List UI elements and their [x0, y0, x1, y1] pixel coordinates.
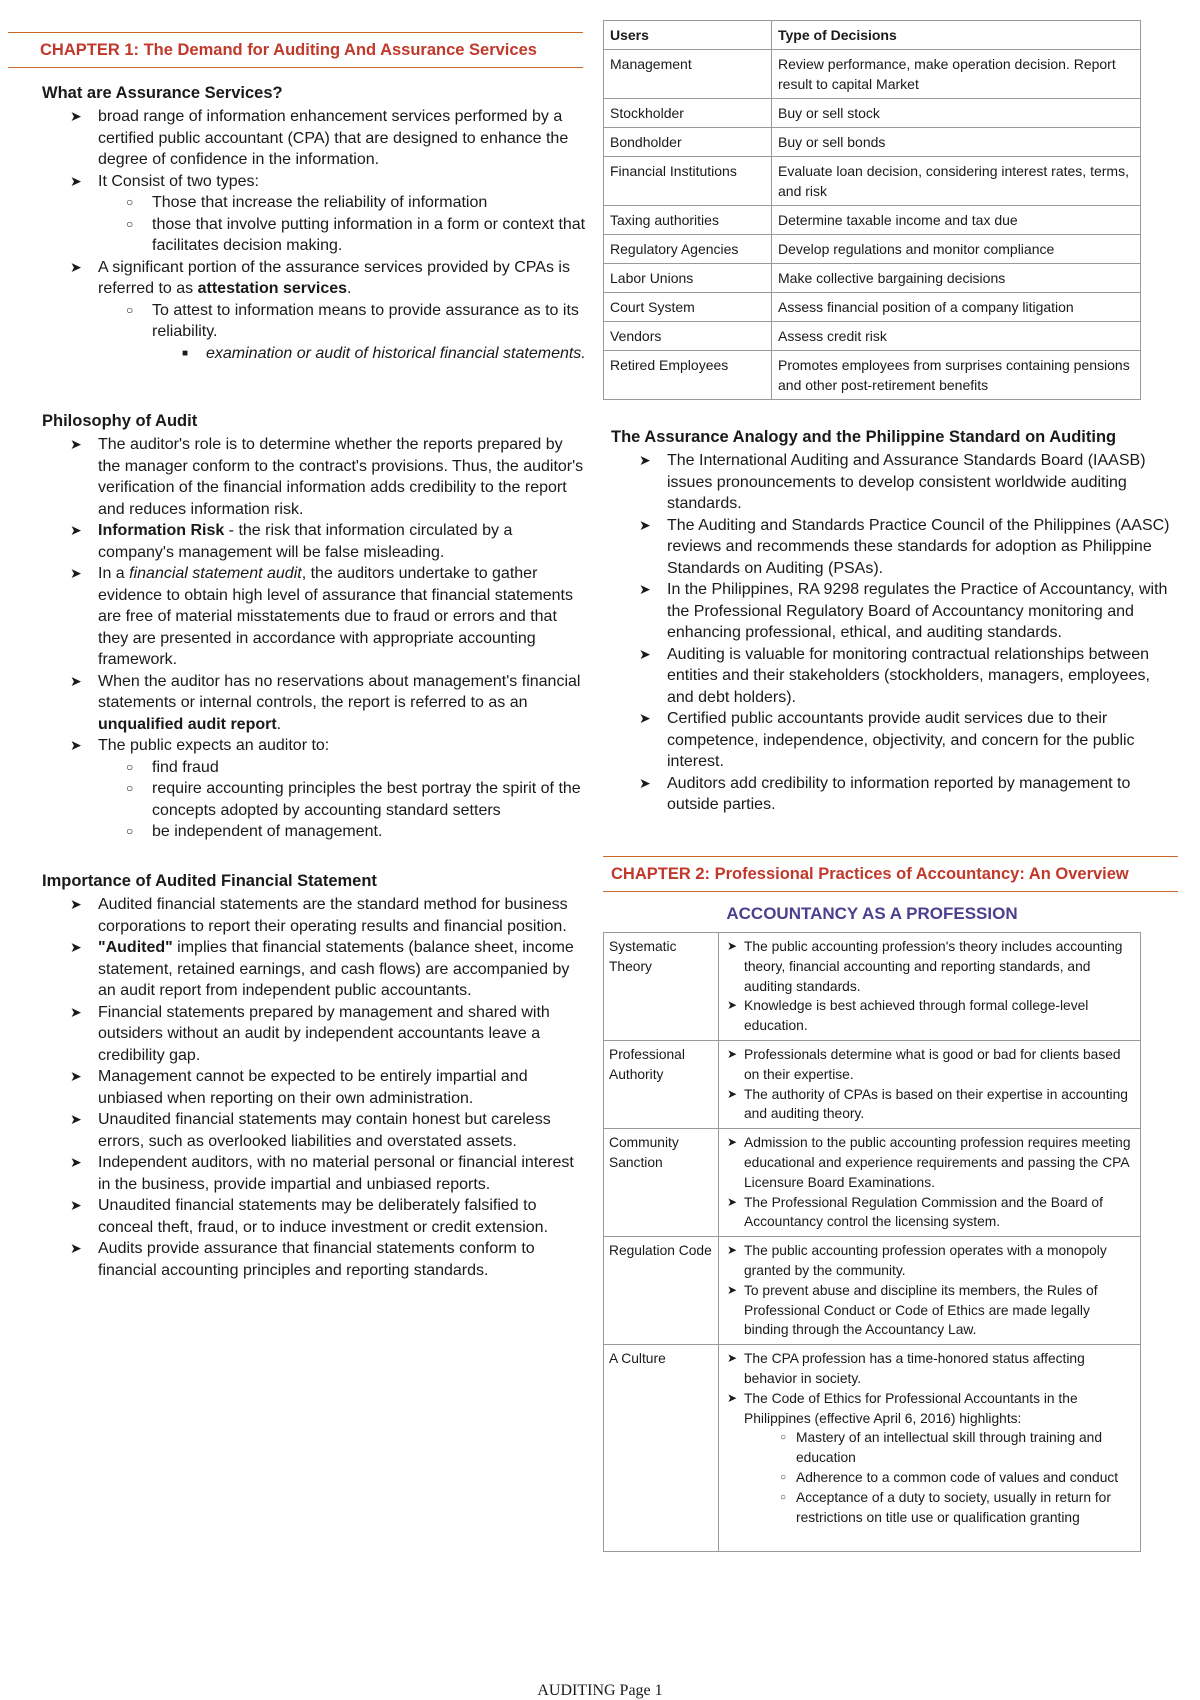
philosophy-list	[42, 434, 587, 843]
arrow-bullet-icon: ➤	[70, 1240, 82, 1256]
table-cell: Bondholder	[604, 128, 772, 157]
table-row	[604, 933, 1141, 1041]
arrow-bullet-icon: ➤	[70, 939, 82, 955]
arrow-bullet-icon: ➤	[727, 998, 738, 1013]
table-cell: Stockholder	[604, 99, 772, 128]
circle-bullet-icon: ○	[126, 824, 134, 838]
profession-key: Community Sanction	[604, 1129, 719, 1237]
list-item: ➤ Auditors add credibility to information reported by management to outside parties.	[639, 774, 1131, 813]
table-row	[604, 322, 1141, 351]
list-item: ➤ "Audited" implies that financial statements (balance sheet, income statement, retained earnings, and cash flows) are accompanied by an audit report from independent public accountants.	[70, 939, 574, 999]
table-row	[604, 293, 1141, 322]
list-item: ■ examination or audit of historical financial statements.	[42, 343, 587, 365]
table-row	[604, 351, 1141, 400]
arrow-bullet-icon: ➤	[639, 774, 651, 791]
profession-title: ACCOUNTANCY AS A PROFESSION	[726, 904, 1018, 923]
list-item: ➤ Unaudited financial statements may contain honest but careless errors, such as overlooked liabilities and overstated assets.	[70, 1111, 551, 1150]
table-cell: Review performance, make operation decision. Report result to capital Market	[772, 50, 1141, 99]
table-cell: Make collective bargaining decisions	[772, 264, 1141, 293]
arrow-bullet-icon: ➤	[727, 1194, 738, 1209]
list-item: ➤ Knowledge is best achieved through formal college-level education.	[727, 998, 1089, 1034]
analogy-list	[611, 450, 1177, 816]
arrow-bullet-icon: ➤	[727, 1135, 738, 1150]
table-header-row	[604, 21, 1141, 50]
page-footer: AUDITING Page 1	[537, 1682, 663, 1699]
profession-key: Professional Authority	[604, 1040, 719, 1128]
table-row	[604, 128, 1141, 157]
philosophy-title: Philosophy of Audit	[42, 412, 198, 430]
list-item: ➤ Information Risk - the risk that information circulated by a company's management will be false misleading.	[70, 522, 513, 561]
list-item: ➤ The Code of Ethics for Professional Accountants in the Philippines (effective April 6, 2016) highlights:	[727, 1390, 1078, 1426]
list-item: ○ Mastery of an intellectual skill through training and education	[780, 1430, 1102, 1466]
table-cell: Develop regulations and monitor compliance	[772, 235, 1141, 264]
list-item: ➤ The public expects an auditor to:	[42, 735, 587, 757]
table-cell: Buy or sell stock	[772, 99, 1141, 128]
circle-bullet-icon: ○	[126, 759, 134, 774]
table-header-decisions: Type of Decisions	[772, 21, 1141, 50]
arrow-bullet-icon: ➤	[727, 1086, 738, 1101]
table-row	[604, 99, 1141, 128]
list-item: ➤ Professionals determine what is good or bad for clients based on their expertise.	[727, 1046, 1121, 1082]
list-item: ➤ Certified public accountants provide audit services due to their competence, independence, objectivity, and concern for the public interest.	[639, 710, 1135, 770]
arrow-bullet-icon: ➤	[70, 172, 82, 189]
list-item: ➤ The auditor's role is to determine whether the reports prepared by the manager conform to the contract's provisions. Thus, the auditor's verification of the financial information adds credibility to the report and reduces information risk.	[70, 436, 584, 518]
table-row	[604, 206, 1141, 235]
analogy-title: The Assurance Analogy and the Philippine Standard on Auditing	[611, 428, 1117, 446]
arrow-bullet-icon: ➤	[639, 452, 651, 468]
circle-bullet-icon: ○	[126, 781, 134, 795]
circle-bullet-icon: ○	[126, 302, 134, 317]
arrow-bullet-icon: ➤	[70, 1003, 82, 1020]
list-item: ➤ Auditing is valuable for monitoring contractual relationships between entities and their stakeholders (stockholders, managers, employees, and debt holders).	[639, 645, 1150, 706]
table-cell: Vendors	[604, 322, 772, 351]
list-item: ➤ The public accounting profession operates with a monopoly granted by the community.	[727, 1243, 1107, 1278]
profession-key: Regulation Code	[604, 1237, 719, 1345]
profession-table	[603, 932, 1141, 1552]
list-item: ○ those that involve putting information in a form or context that facilitates decision making.	[126, 215, 586, 254]
circle-bullet-icon: ○	[780, 1471, 787, 1483]
list-item: ➤ broad range of information enhancement services performed by a certified public accountant (CPA) that are designed to enhance the degree of confidence in the information.	[70, 108, 569, 168]
list-item: ○ Adherence to a common code of values and conduct	[724, 1468, 1135, 1488]
table-row	[604, 1129, 1141, 1237]
list-item: ➤ Audited financial statements are the standard method for business corporations to report their operating results and financial position.	[70, 896, 568, 935]
list-item: ➤ The Auditing and Standards Practice Council of the Philippines (AASC) reviews and recommends these standards for adoption as Philippine Standards on Auditing (PSAs).	[639, 516, 1170, 577]
table-cell: Management	[604, 50, 772, 99]
arrow-bullet-icon: ➤	[639, 516, 651, 533]
arrow-bullet-icon: ➤	[70, 258, 82, 275]
arrow-bullet-icon: ➤	[639, 581, 651, 597]
arrow-bullet-icon: ➤	[70, 1068, 82, 1084]
table-row	[604, 264, 1141, 293]
list-item: ➤ The authority of CPAs is based on their expertise in accounting and auditing theory.	[727, 1086, 1128, 1122]
table-cell	[719, 1237, 1141, 1345]
table-row	[604, 235, 1141, 264]
arrow-bullet-icon: ➤	[727, 1243, 738, 1258]
table-row	[604, 1237, 1141, 1345]
list-item: ➤ The public accounting profession's theory includes accounting theory, financial accounting and reporting standards, and auditing standards.	[727, 939, 1123, 994]
list-item: ➤ A significant portion of the assurance services provided by CPAs is referred to as attestation services.	[70, 258, 570, 297]
circle-bullet-icon: ○	[780, 1432, 787, 1444]
circle-bullet-icon: ○	[126, 216, 134, 231]
table-row	[604, 157, 1141, 206]
arrow-bullet-icon: ➤	[70, 108, 82, 124]
importance-list	[42, 894, 587, 1281]
circle-bullet-icon: ○	[126, 195, 134, 209]
list-item: ○ find fraud	[42, 757, 587, 779]
arrow-bullet-icon: ➤	[727, 1282, 738, 1297]
list-item: ➤ The CPA profession has a time-honored status affecting behavior in society.	[727, 1351, 1085, 1386]
table-cell: Determine taxable income and tax due	[772, 206, 1141, 235]
arrow-bullet-icon: ➤	[727, 939, 738, 953]
table-cell: Promotes employees from surprises containing pensions and other post-retirement benefits	[772, 351, 1141, 400]
arrow-bullet-icon: ➤	[727, 1390, 738, 1405]
assurance-services-list	[42, 106, 587, 364]
list-item: ➤ Admission to the public accounting profession requires meeting educational and experience requirements and passing the CPA Licensure Board Examinations.	[727, 1135, 1131, 1190]
list-item: ➤ The International Auditing and Assurance Standards Board (IAASB) issues pronouncements to develop consistent worldwide auditing standards.	[639, 452, 1146, 512]
arrow-bullet-icon: ➤	[70, 896, 82, 912]
users-decisions-table	[603, 20, 1141, 400]
arrow-bullet-icon: ➤	[70, 672, 82, 689]
table-cell: Evaluate loan decision, considering interest rates, terms, and risk	[772, 157, 1141, 206]
table-cell	[719, 1129, 1141, 1237]
table-header-users: Users	[604, 21, 772, 50]
list-item: ○ Those that increase the reliability of information	[42, 192, 587, 214]
arrow-bullet-icon: ➤	[70, 436, 82, 452]
list-item: ➤ To prevent abuse and discipline its members, the Rules of Professional Conduct or Code of Ethics are made legally binding through the Accountancy Law.	[727, 1282, 1098, 1338]
assurance-services-title: What are Assurance Services?	[42, 84, 283, 102]
arrow-bullet-icon: ➤	[727, 1351, 738, 1366]
table-cell	[719, 1345, 1141, 1552]
arrow-bullet-icon: ➤	[639, 710, 651, 726]
list-item: ➤ Management cannot be expected to be entirely impartial and unbiased when reporting on their own administration.	[70, 1068, 528, 1107]
list-item: ➤ In a financial statement audit, the auditors undertake to gather evidence to obtain high level of assurance that financial statements are free of material misstatements due to fraud or errors and that they are presented in accordance with appropriate accounting framework.	[70, 565, 573, 668]
table-cell	[719, 933, 1141, 1041]
arrow-bullet-icon: ➤	[70, 565, 82, 581]
circle-bullet-icon: ○	[780, 1491, 787, 1503]
list-item: ➤ The Professional Regulation Commission and the Board of Accountancy control the licensing system.	[727, 1194, 1103, 1230]
importance-title: Importance of Audited Financial Statement	[42, 872, 377, 890]
list-item: ➤ It Consist of two types:	[42, 171, 587, 193]
table-cell: Regulatory Agencies	[604, 235, 772, 264]
arrow-bullet-icon: ➤	[70, 1154, 82, 1170]
list-item: ➤ In the Philippines, RA 9298 regulates the Practice of Accountancy, with the Professional Regulatory Board of Accountancy monitoring and enhancing professional, ethical, and auditing standards.	[639, 581, 1168, 641]
arrow-bullet-icon: ➤	[70, 737, 82, 753]
table-cell	[719, 1040, 1141, 1128]
chapter-2-heading: CHAPTER 2: Professional Practices of Accountancy: An Overview	[603, 856, 1178, 892]
table-row	[604, 1040, 1141, 1128]
list-item: ➤ Audits provide assurance that financial statements conform to financial accounting principles and reporting standards.	[70, 1240, 535, 1279]
arrow-bullet-icon: ➤	[70, 1197, 82, 1213]
table-cell: Assess credit risk	[772, 322, 1141, 351]
table-row	[604, 50, 1141, 99]
list-item: ➤ When the auditor has no reservations about management's financial statements or internal controls, the report is referred to as an unqualified audit report.	[70, 672, 581, 733]
arrow-bullet-icon: ➤	[70, 1111, 82, 1127]
profession-key: A Culture	[604, 1345, 719, 1552]
profession-key: Systematic Theory	[604, 933, 719, 1041]
chapter-1-heading: CHAPTER 1: The Demand for Auditing And Assurance Services	[8, 32, 583, 68]
table-row	[604, 1345, 1141, 1552]
table-cell: Financial Institutions	[604, 157, 772, 206]
table-cell: Buy or sell bonds	[772, 128, 1141, 157]
table-cell: Labor Unions	[604, 264, 772, 293]
table-cell: Taxing authorities	[604, 206, 772, 235]
list-item: ○ require accounting principles the best portray the spirit of the concepts adopted by accounting standard setters	[126, 780, 581, 819]
list-item: ➤ Financial statements prepared by management and shared with outsiders without an audit by independent accountants leave a credibility gap.	[70, 1003, 550, 1064]
table-cell: Court System	[604, 293, 772, 322]
table-cell: Assess financial position of a company litigation	[772, 293, 1141, 322]
list-item: ➤ Independent auditors, with no material personal or financial interest in the business, provide impartial and unbiased reports.	[70, 1154, 574, 1193]
arrow-bullet-icon: ➤	[727, 1046, 738, 1061]
arrow-bullet-icon: ➤	[70, 522, 82, 538]
arrow-bullet-icon: ➤	[639, 645, 651, 662]
list-item: ○ To attest to information means to provide assurance as to its reliability.	[126, 301, 579, 340]
list-item: ➤ Unaudited financial statements may be deliberately falsified to conceal theft, fraud, or to induce investment or credit extension.	[70, 1197, 549, 1236]
square-bullet-icon: ■	[182, 347, 189, 359]
list-item: ○ be independent of management.	[42, 821, 587, 843]
table-cell: Retired Employees	[604, 351, 772, 400]
list-item: ○ Acceptance of a duty to society, usually in return for restrictions on title use or qualification granting	[780, 1489, 1111, 1525]
